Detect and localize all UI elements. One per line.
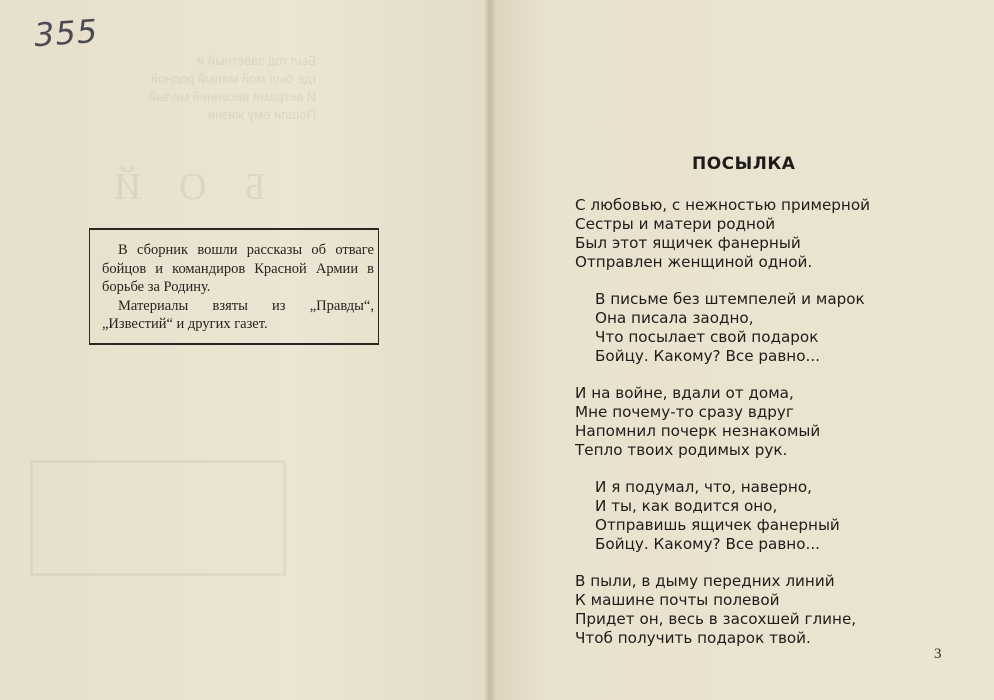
poem-line: Мне почему-то сразу вдруг bbox=[575, 403, 794, 421]
poem-line: Сестры и матери родной bbox=[575, 215, 776, 233]
collection-notice-box bbox=[89, 228, 379, 345]
poem-line: Тепло твоих родимых рук. bbox=[575, 441, 788, 459]
poem-line: С любовью, с нежностью примерной bbox=[575, 196, 871, 214]
show-through-stamp bbox=[30, 460, 286, 576]
poem-line: Отправишь ящичек фанерный bbox=[595, 516, 840, 534]
poem-line: В пыли, в дыму передних линий bbox=[575, 572, 835, 590]
poem-title: ПОСЫЛКА bbox=[692, 154, 796, 174]
poem-line: В письме без штемпелей и марок bbox=[595, 290, 865, 308]
poem-line: Напомнил почерк незнакомый bbox=[575, 422, 821, 440]
poem-line: Отправлен женщиной одной. bbox=[575, 253, 813, 271]
page-number: 3 bbox=[934, 646, 942, 662]
book-spine bbox=[484, 0, 496, 700]
poem-stanza bbox=[575, 290, 935, 366]
poem-line: Что посылает свой подарок bbox=[595, 328, 819, 346]
poem-line: И на войне, вдали от дома, bbox=[575, 384, 794, 402]
poem-stanza bbox=[575, 384, 935, 460]
show-through-text: Был год заветный и где был мой милый родной И ветрами весенний милый Пошли ему жизни bbox=[148, 53, 316, 122]
poem-stanza bbox=[575, 196, 935, 272]
show-through-text: Б О Й bbox=[100, 166, 266, 208]
poem-body bbox=[575, 196, 935, 666]
poem-stanza bbox=[575, 572, 935, 648]
poem-line: К машине почты полевой bbox=[575, 591, 780, 609]
notice-paragraph: В сборник вошли рассказы об отваге бойцов и командиров Красной Армии в борьбе за Родину. bbox=[102, 242, 374, 295]
poem-line: Бойцу. Какому? Все равно... bbox=[595, 535, 820, 553]
poem-stanza bbox=[575, 478, 935, 554]
poem-line: И ты, как водится оно, bbox=[595, 497, 778, 515]
poem-line: Бойцу. Какому? Все равно... bbox=[595, 347, 820, 365]
handwritten-page-number: 355 bbox=[32, 11, 100, 55]
poem-line: Она писала заодно, bbox=[595, 309, 754, 327]
notice-paragraph: Материалы взяты из „Правды“, „Известий“ и других газет. bbox=[102, 297, 374, 332]
poem-line: И я подумал, что, наверно, bbox=[595, 478, 812, 496]
poem-line: Был этот ящичек фанерный bbox=[575, 234, 801, 252]
poem-line: Придет он, весь в засохшей глине, bbox=[575, 610, 857, 628]
poem-line: Чтоб получить подарок твой. bbox=[575, 629, 811, 647]
